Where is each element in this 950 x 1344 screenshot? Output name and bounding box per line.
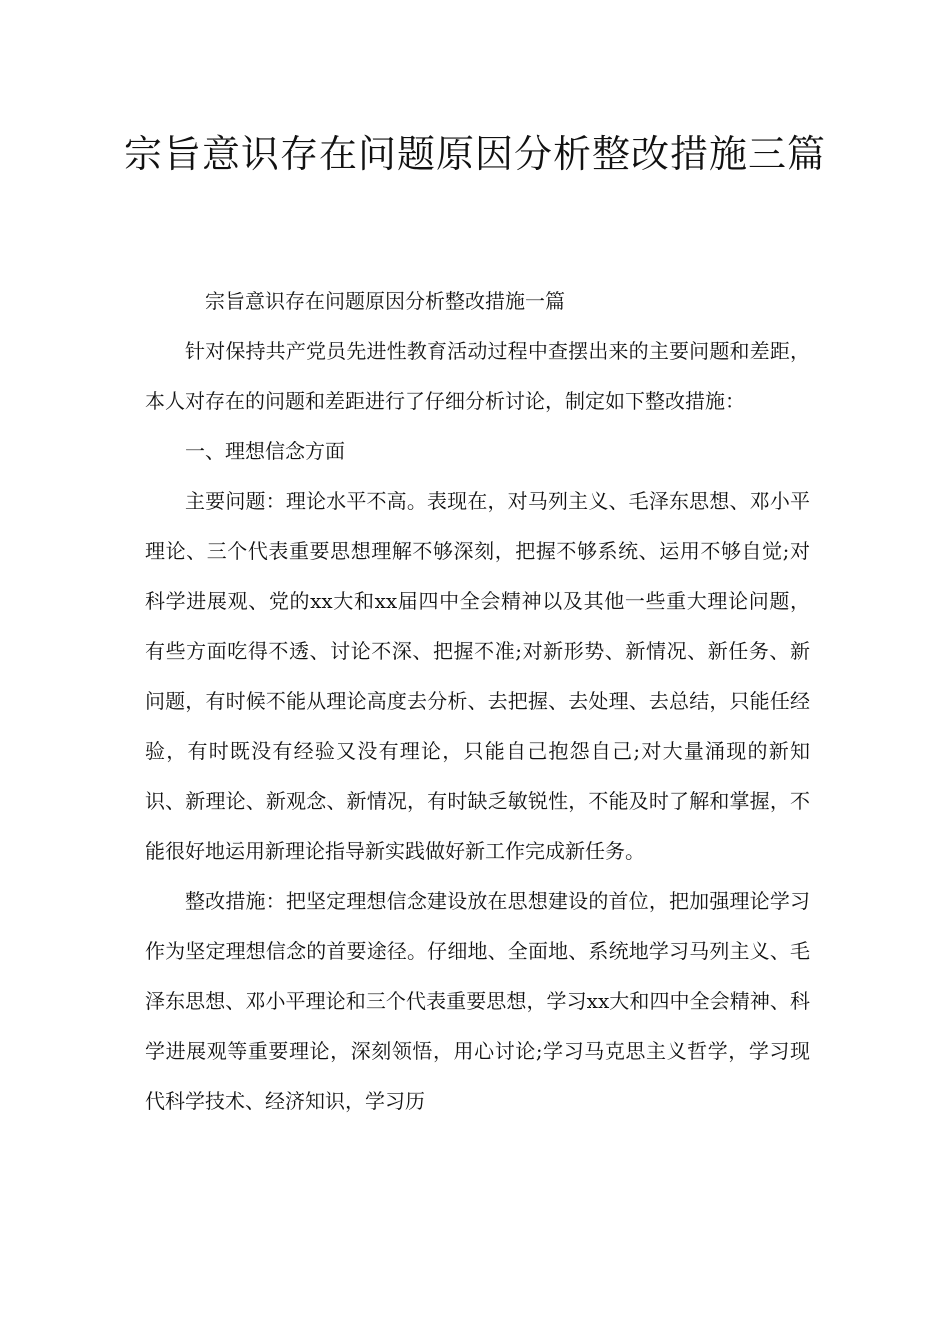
intro-paragraph: 针对保持共产党员先进性教育活动过程中查摆出来的主要问题和差距，本人对存在的问题和差距进行了仔细分析讨论，制定如下整改措施： xyxy=(145,339,810,413)
subsection-heading: 一、理想信念方面 xyxy=(185,439,345,463)
section-heading: 宗旨意识存在问题原因分析整改措施一篇 xyxy=(205,289,565,313)
document-title: 宗旨意识存在问题原因分析整改措施三篇 xyxy=(123,132,826,176)
problems-paragraph: 主要问题：理论水平不高。表现在，对马列主义、毛泽东思想、邓小平理论、三个代表重要思想理解不够深刻，把握不够系统、运用不够自觉;对科学进展观、党的xx大和xx届四中全会精神以及其他一些重大理论问题，有些方面吃得不透、讨论不深、把握不准;对新形势、新情况、新任务、新问题，有时候不能从理论高度去分析、去把握、去处理、去总结，只能任经验，有时既没有经验又没有理论，只能自己抱怨自己;对大量涌现的新知识、新理论、新观念、新情况，有时缺乏敏锐性，不能及时了解和掌握，不能很好地运用新理论指导新实践做好新工作完成新任务。 xyxy=(145,489,810,863)
measures-paragraph: 整改措施：把坚定理想信念建设放在思想建设的首位，把加强理论学习作为坚定理想信念的首要途径。仔细地、全面地、系统地学习马列主义、毛泽东思想、邓小平理论和三个代表重要思想，学习xx大和四中全会精神、科学进展观等重要理论，深刻领悟，用心讨论;学习马克思主义哲学，学习现代科学技术、经济知识，学习历 xyxy=(145,889,810,1113)
document-body xyxy=(145,276,810,1126)
